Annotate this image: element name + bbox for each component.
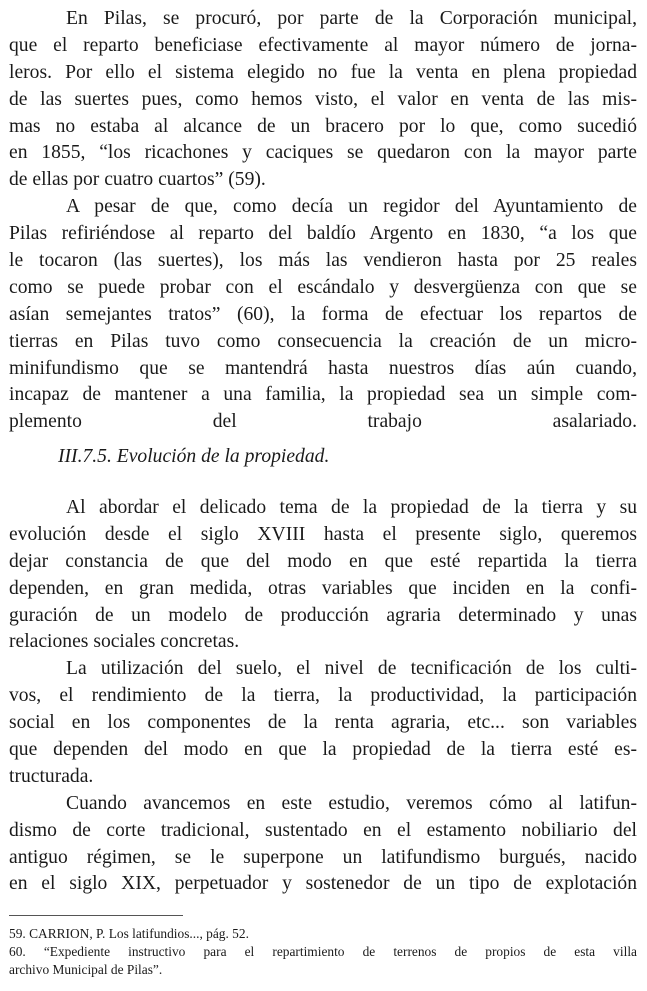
text-line: En Pilas, se procuró, por parte de la Corporación municipal, [66, 8, 637, 29]
paragraph-4 [9, 656, 637, 790]
footnote-60: 60. “Expediente instructivo para el repartimiento de terrenos de propios de esta villa [9, 943, 637, 959]
text-line: leros. Por ello el sistema elegido no fue la venta en plena propiedad [9, 61, 637, 83]
text-line: de ellas por cuatro cuartos” (59). [9, 169, 266, 191]
text-line: incapaz de mantener a una familia, la propiedad sea un simple com- [9, 384, 637, 406]
footnote-divider [9, 915, 183, 916]
paragraph-1 [9, 6, 637, 194]
text-line: que dependen del modo en que la propiedad de la tierra esté es- [9, 739, 637, 761]
text-line: dependen, en gran medida, otras variables que inciden en la confi- [9, 577, 637, 599]
text-line: le tocaron (las suertes), los más las vendieron hasta por 25 reales [9, 250, 637, 272]
paragraph-5 [9, 791, 637, 899]
page-body-top [9, 6, 637, 463]
text-line: minifundismo que se mantendrá hasta nuestros días aún cuando, [9, 357, 637, 379]
paragraph-2 [9, 194, 637, 463]
text-line: plemento del trabajo asalariado. [9, 411, 637, 433]
text-line: en el siglo XIX, perpetuador y sostenedor de un tipo de explotación [9, 873, 637, 895]
text-line: guración de un modelo de producción agraria determinado y unas [9, 604, 637, 626]
text-line: tierras en Pilas tuvo como consecuencia la creación de un micro- [9, 330, 637, 352]
footnotes [9, 925, 637, 978]
text-line: dejar constancia de que del modo en que esté repartida la tierra [9, 550, 637, 572]
text-line: La utilización del suelo, el nivel de tecnificación de los culti- [66, 658, 637, 680]
text-line: como se puede probar con el escándalo y desvergüenza con que se [9, 276, 637, 298]
text-line: de las suertes pues, como hemos visto, el valor en venta de las mis- [9, 88, 637, 110]
text-line: tructurada. [9, 765, 94, 787]
text-line: Al abordar el delicado tema de la propiedad de la tierra y su [66, 497, 637, 518]
text-line: Cuando avancemos en este estudio, veremos cómo al latifun- [66, 792, 637, 814]
page-body-bottom [9, 495, 637, 898]
paragraph-3 [9, 495, 637, 656]
footnote-59: 59. CARRION, P. Los latifundios..., pág. 52. [9, 926, 249, 941]
text-line: en 1855, “los ricachones y caciques se quedaron con la mayor parte [9, 142, 637, 164]
text-line: mas no estaba al alcance de un bracero por lo que, como sucedió [9, 115, 637, 137]
footnote-60-continued: archivo Municipal de Pilas”. [9, 961, 163, 977]
section-heading: III.7.5. Evolución de la propiedad. [58, 446, 330, 467]
text-line: dismo de corte tradicional, sustentado en el estamento nobiliario del [9, 819, 637, 841]
text-line: vos, el rendimiento de la tierra, la productividad, la participación [9, 685, 637, 707]
text-line: social en los componentes de la renta agraria, etc... son variables [9, 712, 637, 734]
text-line: Pilas refiriéndose al reparto del baldío Argento en 1830, “a los que [9, 223, 637, 245]
text-line: que el reparto beneficiase efectivamente al mayor número de jorna- [9, 34, 637, 56]
text-line: A pesar de que, como decía un regidor del Ayuntamiento de [66, 196, 637, 218]
text-line: relaciones sociales concretas. [9, 631, 240, 653]
text-line: antiguo régimen, se le superpone un latifundismo burgués, nacido [9, 846, 637, 868]
text-line: asían semejantes tratos” (60), la forma de efectuar los repartos de [9, 303, 637, 325]
text-line: evolución desde el siglo XVIII hasta el presente siglo, queremos [9, 523, 637, 545]
